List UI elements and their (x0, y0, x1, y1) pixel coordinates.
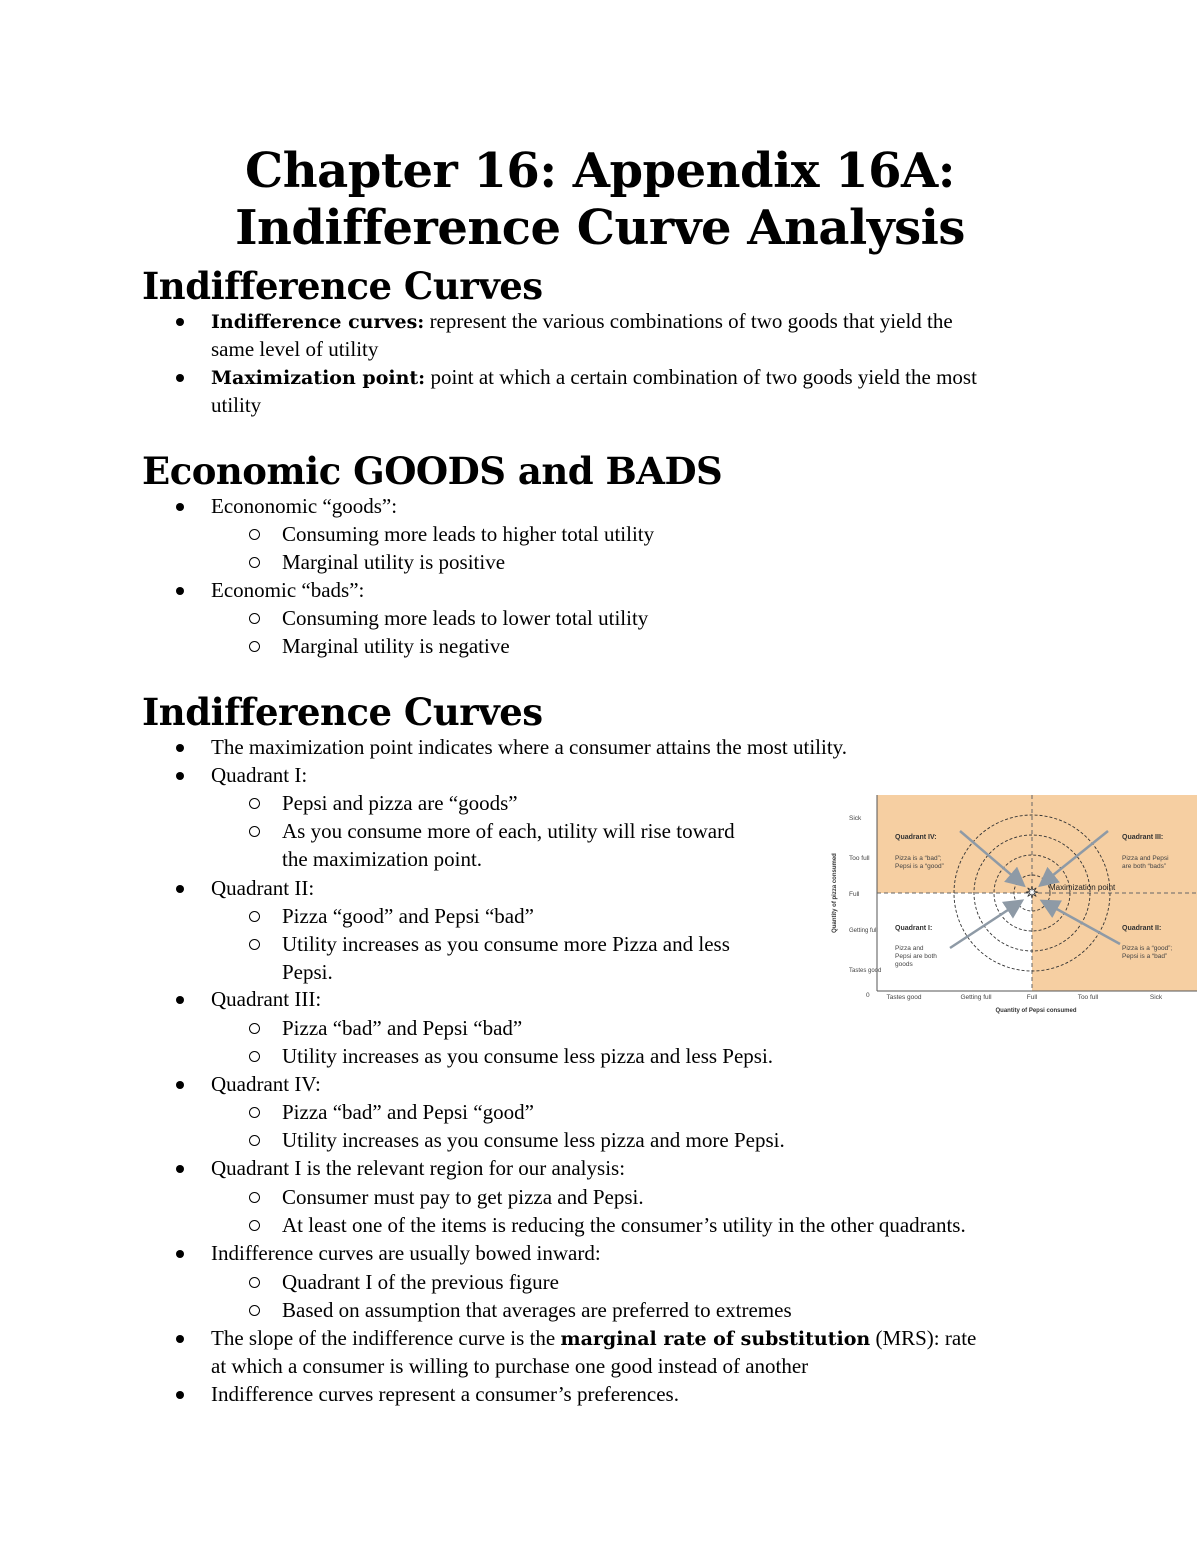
section-heading-goods-and-bads: Economic GOODS and BADS (142, 449, 723, 493)
x-tick-label: Sick (1149, 994, 1163, 1001)
circle-bullet-icon (249, 613, 260, 624)
bullet-icon (176, 772, 184, 780)
y-tick-label: Sick (849, 815, 862, 822)
list-item: Indifference curves represent a consumer’s preferences. (211, 1382, 679, 1406)
circle-bullet-icon (249, 1305, 260, 1316)
sub-list-item: Consuming more leads to higher total utility (282, 522, 655, 546)
term-label: Indifference curves: (211, 311, 425, 333)
sub-list-item-continuation: the maximization point. (282, 847, 483, 871)
bullet-icon (176, 1250, 184, 1258)
circle-bullet-icon (249, 1135, 260, 1146)
bullet-icon (176, 1335, 184, 1343)
quadrant-1-text: Pepsi are both (895, 953, 937, 960)
sub-list-item: Pizza “good” and Pepsi “bad” (282, 904, 534, 928)
sub-list-item: Pizza “bad” and Pepsi “bad” (282, 1016, 523, 1040)
list-item-continuation: utility (211, 393, 262, 417)
list-item-quadrant-2: Quadrant II: (211, 876, 315, 900)
circle-bullet-icon (249, 798, 260, 809)
x-tick-label: Too full (1077, 994, 1099, 1001)
quadrant-2-text: Pizza is a “good”; (1122, 945, 1173, 952)
term-definition: represent the various combinations of two goods that yield the (424, 309, 953, 333)
list-item: Indifference curves are usually bowed inward: (211, 1241, 601, 1265)
list-item (211, 1324, 976, 1353)
sub-list-item-continuation: Pepsi. (282, 960, 333, 984)
text-run: The slope of the indifference curve is the (211, 1326, 561, 1350)
bullet-icon (176, 503, 184, 511)
list-item: Quadrant I is the relevant region for our analysis: (211, 1156, 626, 1180)
sub-list-item: At least one of the items is reducing the consumer’s utility in the other quadrants. (282, 1213, 966, 1237)
y-tick-label: Full (849, 891, 860, 898)
indifference-curve-figure (820, 786, 1200, 1026)
bullet-icon (176, 374, 184, 382)
list-item-quadrant-3: Quadrant III: (211, 987, 322, 1011)
circle-bullet-icon (249, 939, 260, 950)
list-item: The maximization point indicates where a consumer attains the most utility. (211, 735, 848, 759)
sub-list-item: Utility increases as you consume less pizza and less Pepsi. (282, 1044, 774, 1068)
sub-list-item: Pepsi and pizza are “goods” (282, 791, 518, 815)
quadrant-2-text: Pepsi is a “bad” (1122, 953, 1168, 960)
maximization-point-label: Maximization point (1049, 883, 1116, 892)
circle-bullet-icon (249, 826, 260, 837)
quadrant-4-text: Pepsi is a “good” (895, 863, 944, 870)
list-item-continuation: at which a consumer is willing to purchase one good instead of another (211, 1354, 809, 1378)
maximization-star-icon: ✷ (1025, 885, 1039, 902)
sub-list-item: Based on assumption that averages are preferred to extremes (282, 1298, 792, 1322)
quadrant-1-text: goods (895, 961, 913, 968)
list-item-quadrant-1: Quadrant I: (211, 763, 308, 787)
bullet-icon (176, 1391, 184, 1399)
quadrant-1-text: Pizza and (895, 945, 924, 952)
quadrant-1-title: Quadrant I: (895, 925, 933, 932)
y-tick-label: Getting full (849, 928, 878, 934)
circle-bullet-icon (249, 641, 260, 652)
list-item: Econonomic “goods”: (211, 494, 398, 518)
term-label: marginal rate of substitution (560, 1328, 871, 1350)
list-item-quadrant-4: Quadrant IV: (211, 1072, 321, 1096)
x-tick-label: Getting full (960, 994, 992, 1001)
x-tick-label: Tastes good (886, 994, 922, 1001)
quadrant-3-text: Pizza and Pepsi (1122, 855, 1169, 862)
bullet-icon (176, 587, 184, 595)
circle-bullet-icon (249, 557, 260, 568)
bullet-icon (176, 996, 184, 1004)
figure-svg (820, 786, 1200, 1026)
y-tick-label: Too full (849, 855, 870, 862)
term-label: Maximization point: (211, 367, 426, 389)
sub-list-item: Quadrant I of the previous figure (282, 1270, 559, 1294)
bullet-icon (176, 885, 184, 893)
list-item (211, 307, 953, 336)
quadrant-4-title: Quadrant IV: (895, 834, 937, 841)
circle-bullet-icon (249, 911, 260, 922)
quadrant-3-text: are both “bads” (1122, 863, 1167, 870)
circle-bullet-icon (249, 1107, 260, 1118)
bullet-icon (176, 1081, 184, 1089)
document-title-line-2: Indifference Curve Analysis (235, 200, 965, 256)
quadrant-1-background (877, 893, 1032, 991)
y-axis-label: Quantity of pizza consumed (832, 853, 838, 933)
circle-bullet-icon (249, 1192, 260, 1203)
circle-bullet-icon (249, 1051, 260, 1062)
bullet-icon (176, 318, 184, 326)
sub-list-item: Marginal utility is positive (282, 550, 506, 574)
sub-list-item: As you consume more of each, utility will rise toward (282, 819, 735, 843)
sub-list-item: Utility increases as you consume more Pizza and less (282, 932, 730, 956)
sub-list-item: Pizza “bad” and Pepsi “good” (282, 1100, 534, 1124)
x-axis-label: Quantity of Pepsi consumed (995, 1008, 1077, 1014)
circle-bullet-icon (249, 1220, 260, 1231)
document-title-line-1: Chapter 16: Appendix 16A: (245, 143, 955, 199)
sub-list-item: Consumer must pay to get pizza and Pepsi. (282, 1185, 644, 1209)
sub-list-item: Consuming more leads to lower total utility (282, 606, 649, 630)
quadrant-2-title: Quadrant II: (1122, 925, 1162, 932)
list-item (211, 363, 977, 392)
list-item-continuation: same level of utility (211, 337, 379, 361)
circle-bullet-icon (249, 1277, 260, 1288)
circle-bullet-icon (249, 529, 260, 540)
section-heading-indifference-curves: Indifference Curves (142, 264, 543, 308)
bullet-icon (176, 744, 184, 752)
text-run: (MRS): rate (870, 1326, 977, 1350)
quadrant-3-title: Quadrant III: (1122, 834, 1164, 841)
circle-bullet-icon (249, 1023, 260, 1034)
bullet-icon (176, 1165, 184, 1173)
sub-list-item: Marginal utility is negative (282, 634, 510, 658)
list-item: Economic “bads”: (211, 578, 365, 602)
y-tick-label: 0 (866, 992, 870, 999)
sub-list-item: Utility increases as you consume less pizza and more Pepsi. (282, 1128, 785, 1152)
section-heading-indifference-curves-2: Indifference Curves (142, 690, 543, 734)
y-tick-label: Tastes good (849, 968, 882, 974)
quadrant-4-text: Pizza is a “bad”; (895, 855, 942, 862)
x-tick-label: Full (1026, 994, 1038, 1001)
term-definition: point at which a certain combination of two goods yield the most (425, 365, 977, 389)
